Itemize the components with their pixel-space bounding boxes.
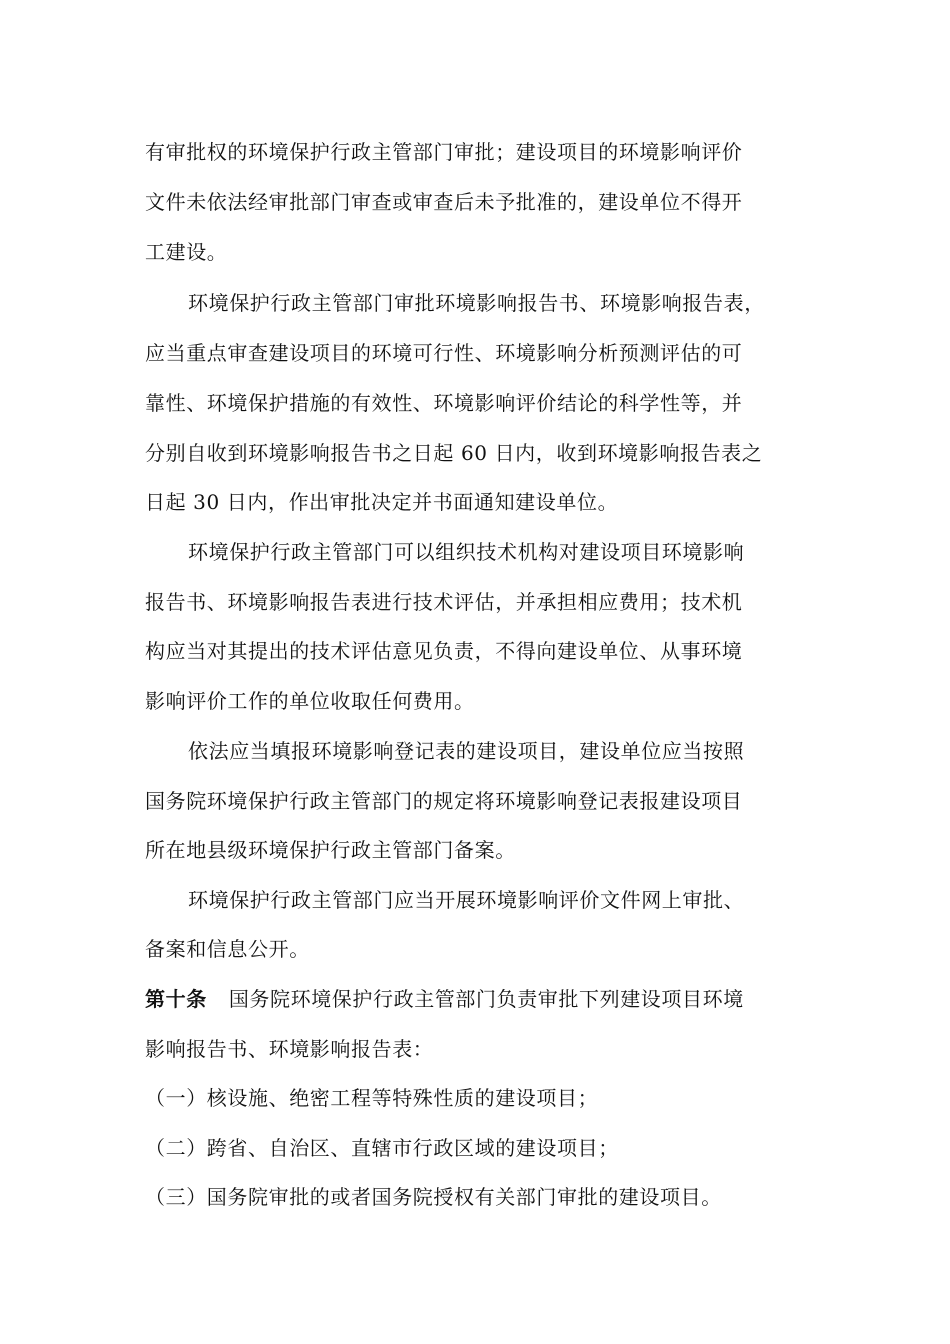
paragraph-4-line-2: 国务院环境保护行政主管部门的规定将环境影响登记表报建设项目 <box>145 789 743 813</box>
paragraph-1-line-1: 有审批权的环境保护行政主管部门审批；建设项目的环境影响评价 <box>145 140 743 164</box>
paragraph-3-line-1: 环境保护行政主管部门可以组织技术机构对建设项目环境影响 <box>188 540 745 564</box>
paragraph-2-line-2: 应当重点审查建设项目的环境可行性、环境影响分析预测评估的可 <box>145 341 743 365</box>
paragraph-3-line-2: 报告书、环境影响报告表进行技术评估，并承担相应费用；技术机 <box>145 590 743 614</box>
article-10-line-2: 影响报告书、环境影响报告表： <box>145 1037 434 1061</box>
article-10-line-1 <box>145 986 744 1012</box>
article-text: 国务院环境保护行政主管部门负责审批下列建设项目环境 <box>228 987 744 1011</box>
paragraph-4-line-3: 所在地县级环境保护行政主管部门备案。 <box>145 838 516 862</box>
article-heading: 第十条 <box>145 987 207 1011</box>
paragraph-3-line-4: 影响评价工作的单位收取任何费用。 <box>145 689 475 713</box>
paragraph-2-line-4: 分别自收到环境影响报告书之日起 60 日内，收到环境影响报告表之 <box>145 441 763 465</box>
article-item-2: （二）跨省、自治区、直辖市行政区域的建设项目； <box>145 1136 619 1160</box>
paragraph-5-line-1: 环境保护行政主管部门应当开展环境影响评价文件网上审批、 <box>188 888 745 912</box>
paragraph-4-line-1: 依法应当填报环境影响登记表的建设项目，建设单位应当按照 <box>188 739 745 763</box>
paragraph-1-line-3: 工建设。 <box>145 240 228 264</box>
paragraph-5-line-2: 备案和信息公开。 <box>145 937 310 961</box>
article-item-3: （三）国务院审批的或者国务院授权有关部门审批的建设项目。 <box>145 1185 722 1209</box>
paragraph-3-line-3: 构应当对其提出的技术评估意见负责，不得向建设单位、从事环境 <box>145 639 743 663</box>
paragraph-2-line-3: 靠性、环境保护措施的有效性、环境影响评价结论的科学性等，并 <box>145 391 743 415</box>
paragraph-2-line-1: 环境保护行政主管部门审批环境影响报告书、环境影响报告表， <box>188 291 765 315</box>
paragraph-1-line-2: 文件未依法经审批部门审查或审查后未予批准的，建设单位不得开 <box>145 190 743 214</box>
article-item-1: （一）核设施、绝密工程等特殊性质的建设项目； <box>145 1086 599 1110</box>
paragraph-2-line-5: 日起 30 日内，作出审批决定并书面通知建设单位。 <box>145 490 619 514</box>
